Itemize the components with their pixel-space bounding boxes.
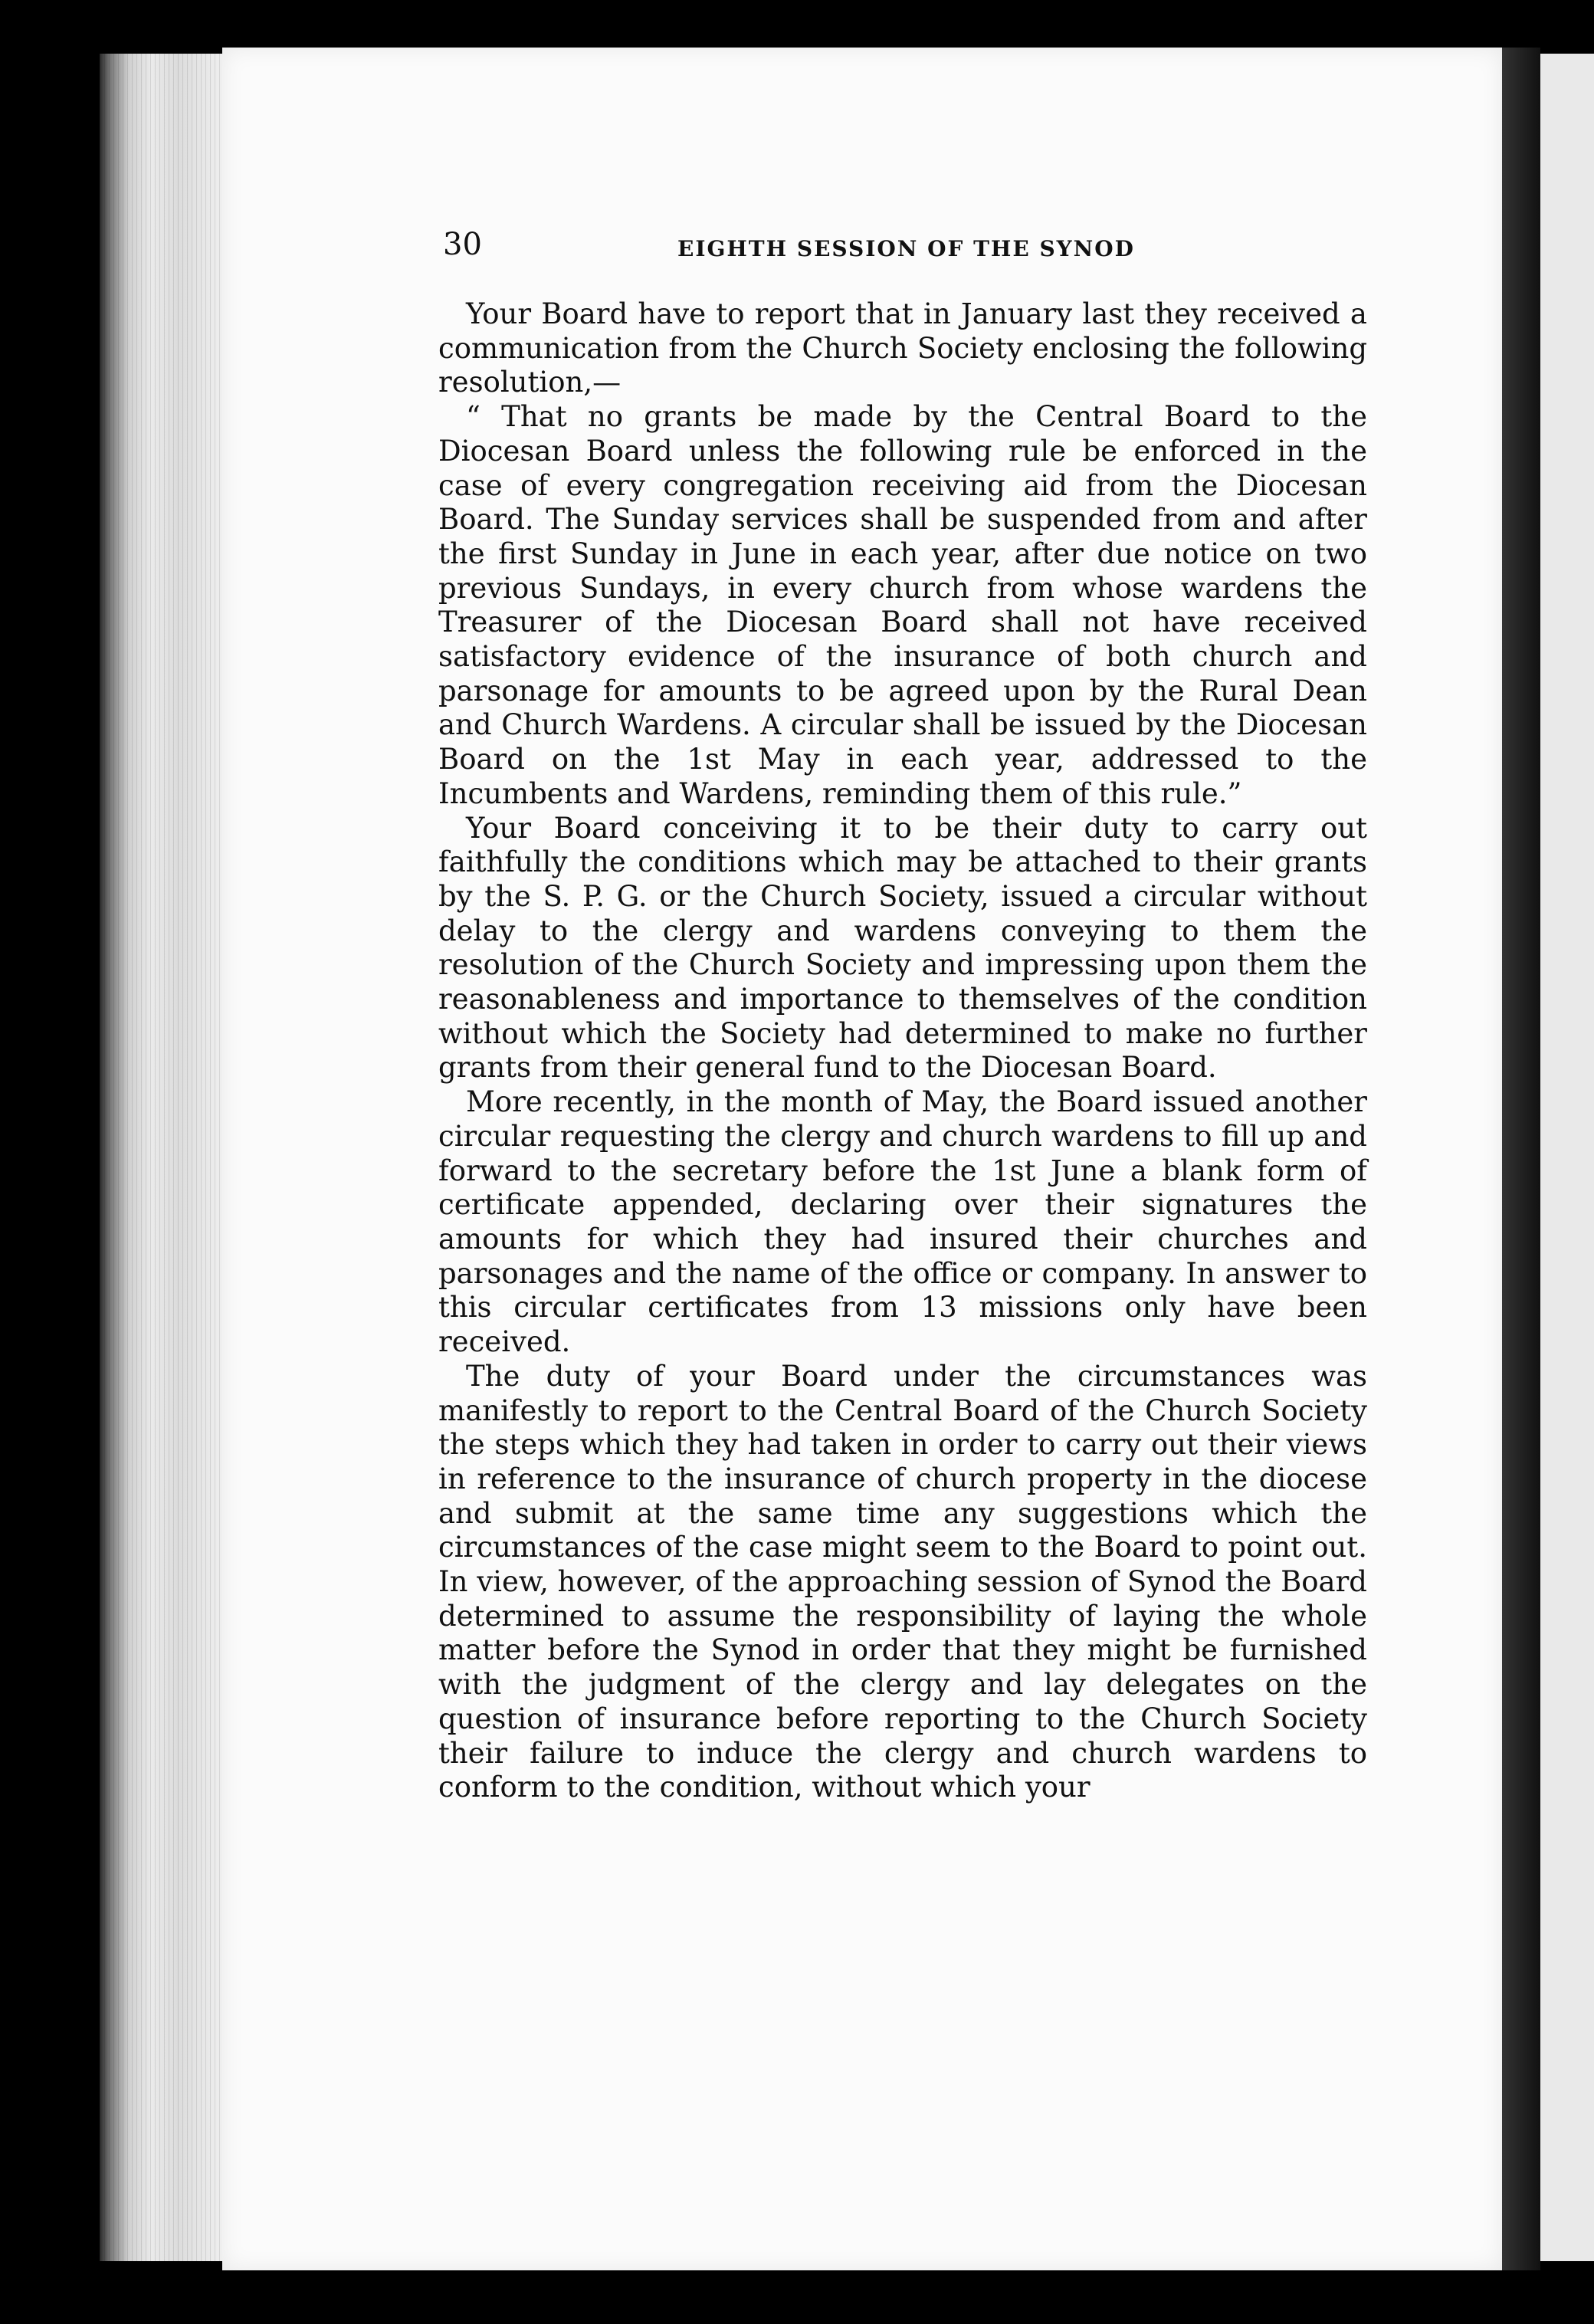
page-number: 30	[443, 227, 482, 262]
page-header	[443, 227, 1363, 273]
book-spine-shadow	[1502, 48, 1540, 2270]
paragraph: The duty of your Board under the circumstances was manifestly to report to the Central Board of the Church Society the steps which they had taken in order to carry out their views in reference to the insurance of church property in the diocese and submit at the same time any suggestions which the circumstances of the case might seem to the Board to point out. In view, however, of the approaching session of Synod the Board determined to assume the responsibility of laying the whole matter before the Synod in order that they might be furnished with the judgment of the clergy and lay delegates on the question of insurance before reporting to the Church Society their failure to induce the clergy and church wardens to conform to the condition, without which your	[438, 1359, 1367, 1804]
paragraph: “ That no grants be made by the Central Board to the Diocesan Board unless the following rule be enforced in the case of every congregation receiving aid from the Diocesan Board. The Sunday services shall be suspended from and after the first Sunday in June in each year, after due notice on two previous Sundays, in every church from whose wardens the Treasurer of the Diocesan Board shall not have received satisfactory evidence of the insurance of both church and parsonage for amounts to be agreed upon by the Rural Dean and Church Wardens. A circular shall be issued by the Diocesan Board on the 1st May in each year, addressed to the Incumbents and Wardens, reminding them of this rule.”	[438, 400, 1367, 810]
paragraph: Your Board conceiving it to be their duty to carry out faithfully the conditions which may be attached to their grants by the S. P. G. or the Church Society, issued a circular without delay to the clergy and wardens conveying to them the resolution of the Church Society and impressing upon them the reasonableness and importance to themselves of the condition without which the Society had determined to make no further grants from their general fund to the Diocesan Board.	[438, 811, 1367, 1085]
running-head: EIGHTH SESSION OF THE SYNOD	[677, 236, 1135, 261]
book-page-edges	[100, 54, 230, 2261]
body-text	[438, 297, 1367, 1805]
facing-page-edge	[1540, 54, 1594, 2261]
paragraph: More recently, in the month of May, the Board issued another circular requesting the clergy and church wardens to fill up and forward to the secretary before the 1st June a blank form of certificate appended, declaring over their signatures the amounts for which they had insured their churches and parsonages and the name of the office or company. In answer to this circular certificates from 13 missions only have been received.	[438, 1085, 1367, 1359]
paragraph: Your Board have to report that in January last they received a communication from the Church Society enclosing the following resolution,—	[438, 297, 1367, 399]
